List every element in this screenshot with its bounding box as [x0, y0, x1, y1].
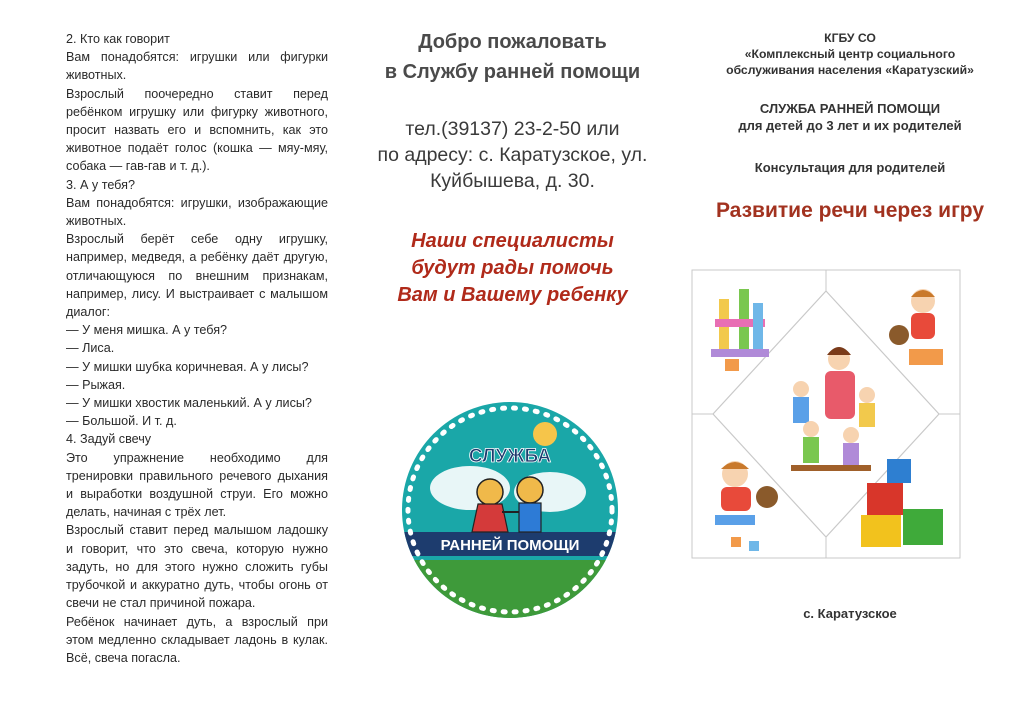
dialog-line: — Рыжая. [66, 377, 126, 392]
left-text-block [66, 30, 328, 667]
org-line-2: «Комплексный центр социального [744, 47, 956, 61]
welcome-line-1: Добро пожаловать [418, 31, 607, 53]
slogan-line-2: будут рады помочь [411, 257, 614, 279]
cover-illustration [691, 269, 961, 559]
paragraph: Ребёнок начинает дуть, а взрослый при этом медленно складывает ладонь в кулак. Всё, свеча погасла. [66, 614, 328, 665]
paragraph: Взрослый берёт себе одну игрушку, например, медведя, а ребёнку даёт другую, отличающуюся по внешним признакам, например, лису. И выстраивает с малышом диалог: [66, 232, 328, 320]
paragraph: Взрослый ставит перед малышом ладошку и говорит, что это свеча, которую нужно задуть, но для этого нужно сложить губы трубочкой и аккуратно дуть, чтобы огонь от свечи не стал причиной пожара. [66, 523, 328, 611]
logo-text-bottom: РАННЕЙ ПОМОЩИ [440, 537, 580, 554]
topic-title: Развитие речи через игру [715, 199, 985, 222]
sun-icon [533, 422, 557, 446]
address-line-2: Куйбышева, д. 30. [430, 170, 595, 192]
heading-blow-candle: 4. Задуй свечу [66, 432, 152, 447]
dialog-line: — У мишки хвостик маленький. А у лисы? [66, 396, 312, 411]
organization-name [690, 30, 1010, 78]
welcome-line-2: в Службу ранней помощи [384, 61, 641, 83]
place-name: с. Каратузское [803, 606, 897, 621]
slogan-line-3: Вам и Вашему ребенку [397, 284, 628, 306]
paragraph: Вам понадобятся: игрушки, изображающие животных. [66, 195, 328, 229]
paragraph: Взрослый поочередно ставит перед ребёнком игрушку или фигурку животного, просит назвать его и вспомнить, как это животное подаёт голос (кошка — мяу-мяу, собака — гав-гав и т. д.). [66, 86, 328, 174]
org-line-1: КГБУ СО [824, 31, 876, 45]
paragraph: Это упражнение необходимо для тренировки правильного речевого дыхания и выработки воздушной струи. Его можно делать, начиная с трёх лет. [66, 450, 328, 520]
service-name [690, 100, 1010, 134]
middle-panel [345, 0, 680, 724]
service-logo [400, 400, 620, 620]
dialog-line: — У меня мишка. А у тебя? [66, 323, 228, 338]
right-panel [680, 0, 1024, 724]
dialog-line: — Лиса. [66, 341, 115, 356]
logo-text-top: СЛУЖБА [468, 446, 552, 467]
heading-who-speaks: 2. Кто как говорит [66, 32, 170, 46]
phone-line: тел.(39137) 23-2-50 или [405, 118, 620, 140]
org-line-3: обслуживания населения «Каратузский» [726, 63, 974, 77]
slogan-line-1: Наши специалисты [411, 230, 614, 252]
dialog-line: — У мишки шубка коричневая. А у лисы? [66, 359, 309, 374]
address-line-1: по адресу: с. Каратузское, ул. [377, 144, 648, 166]
paragraph: Вам понадобятся: игрушки или фигурки животных. [66, 50, 328, 83]
contact-info [345, 116, 680, 194]
dialog-line: — Большой. И т. д. [66, 414, 177, 429]
service-line-1: СЛУЖБА РАННЕЙ ПОМОЩИ [759, 101, 941, 116]
heading-and-you: 3. А у тебя? [66, 177, 135, 192]
service-line-2: для детей до 3 лет и их родителей [738, 118, 962, 133]
consultation-label: Консультация для родителей [754, 160, 946, 175]
welcome-title [345, 27, 680, 87]
left-panel [0, 0, 345, 724]
slogan [345, 228, 680, 309]
